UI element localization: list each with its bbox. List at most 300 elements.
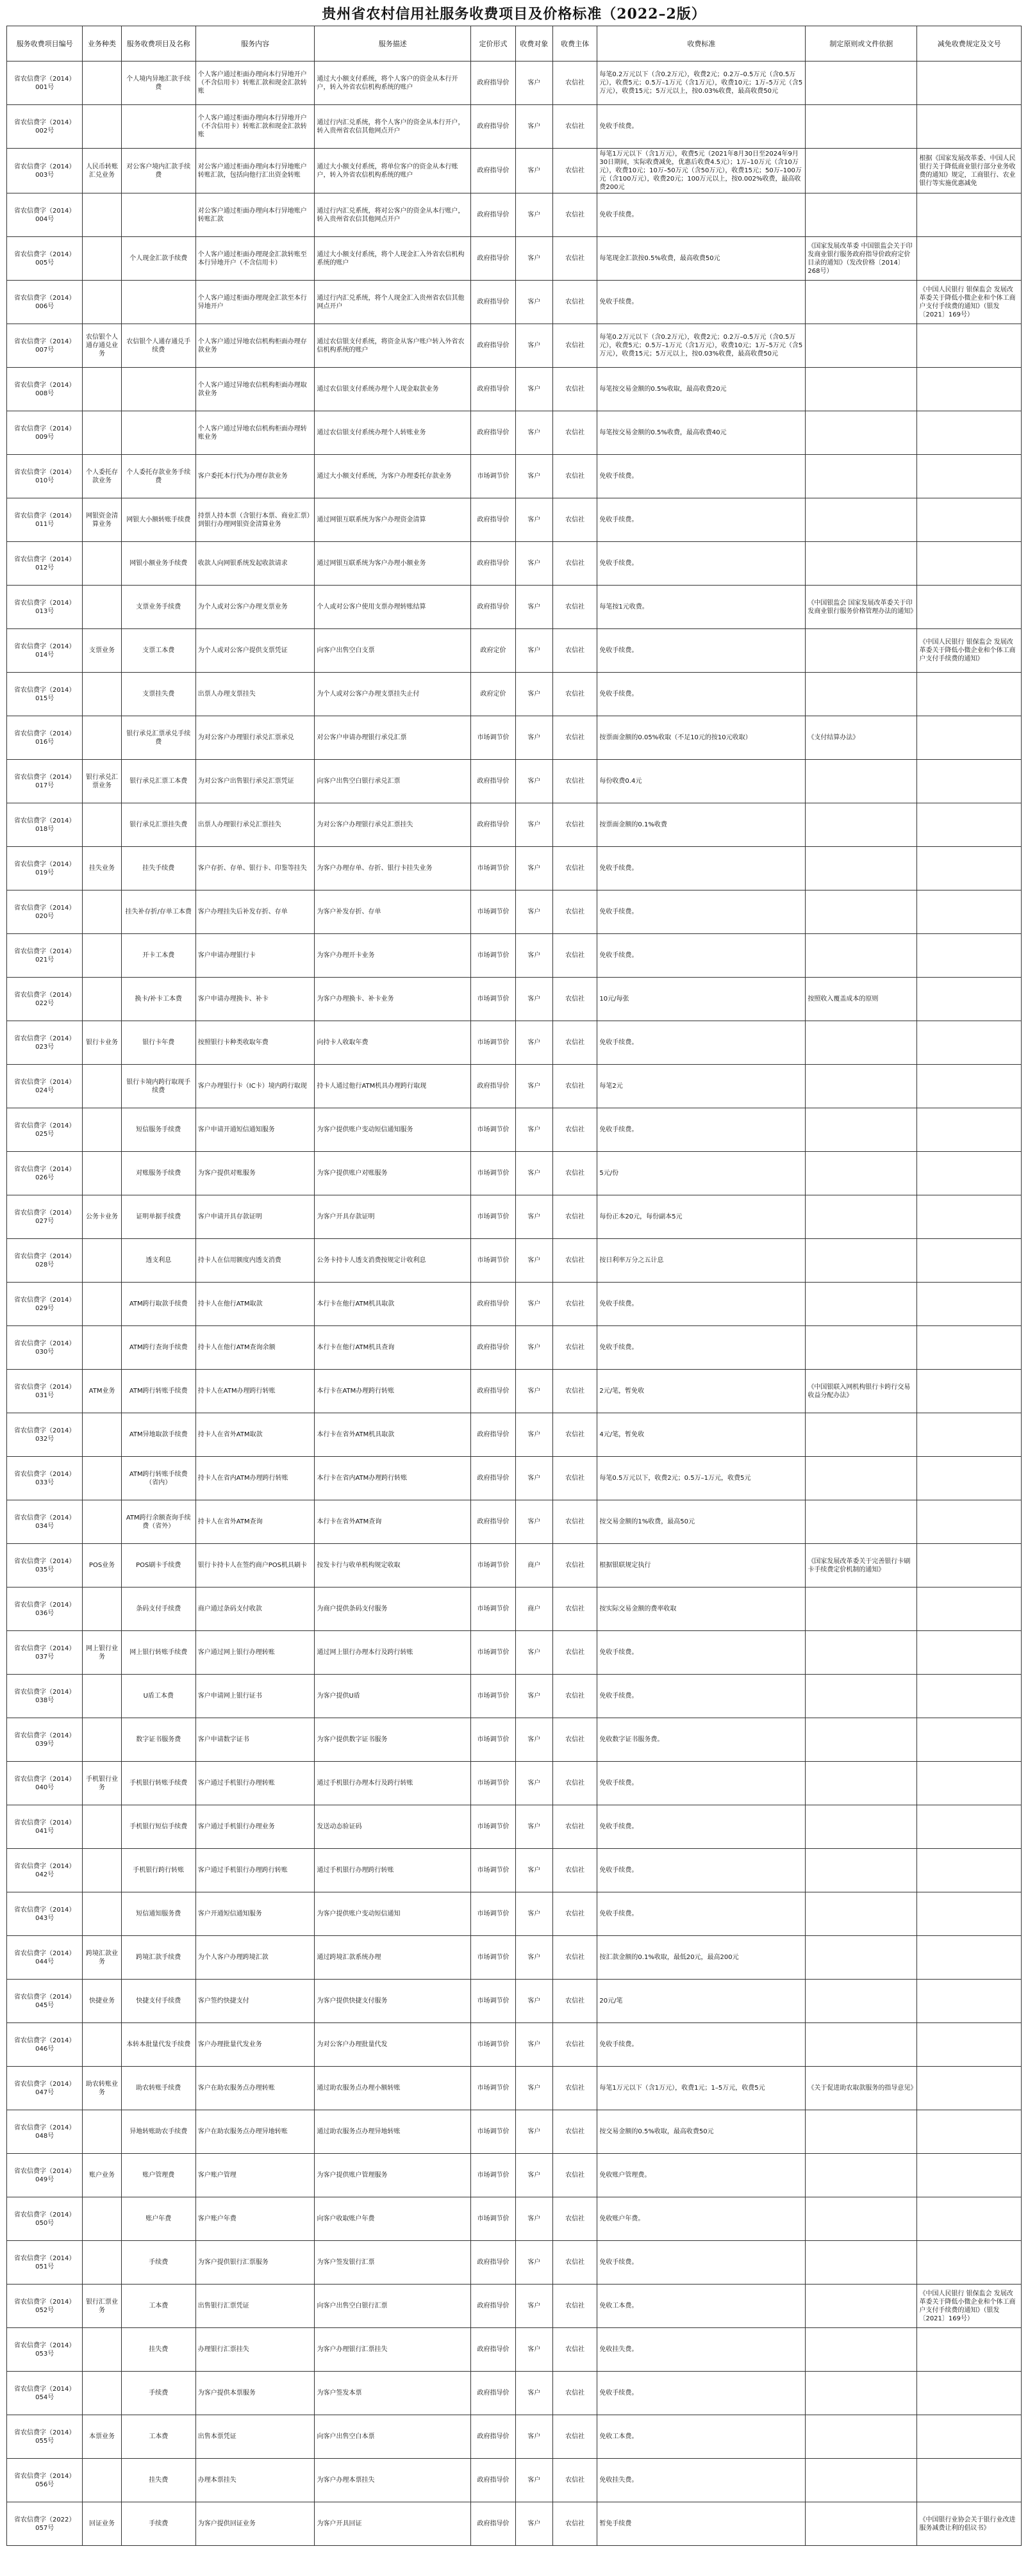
cell-pricing-form: 政府指导价 [471,193,516,237]
cell-pricing-form: 政府指导价 [471,411,516,455]
cell-fee-subject: 农信社 [552,2197,597,2241]
cell-exemption [917,1239,1022,1283]
cell-category: 快捷业务 [83,1980,121,2023]
cell-fee-subject: 农信社 [552,2154,597,2197]
cell-id: 省农信费字（2014）030号 [7,1326,83,1370]
cell-fee-subject: 农信社 [552,1326,597,1370]
cell-content: 持卡人在他行ATM取款 [195,1283,315,1326]
cell-category: 本票业务 [83,2415,121,2459]
cell-fee-standard: 按日利率万分之五计息 [597,1239,806,1283]
cell-name [121,281,195,324]
cell-content: 持卡人在省内ATM办理跨行转账 [195,1457,315,1500]
cell-fee-subject: 农信社 [552,2502,597,2546]
cell-content: 商户通过条码支付收款 [195,1587,315,1631]
cell-name: 网银大小额转账手续费 [121,498,195,542]
cell-pricing-form: 政府指导价 [471,1065,516,1108]
cell-fee-standard: 免收手续费。 [597,1805,806,1849]
cell-fee-object: 客户 [515,1805,552,1849]
header-exemption: 减免收费规定及文号 [917,26,1022,62]
cell-description: 公务卡持卡人透支消费按规定计收利息 [315,1239,471,1283]
cell-pricing-form: 政府指导价 [471,586,516,629]
table-row [7,1631,1022,1675]
table-row [7,2502,1022,2546]
cell-name: 挂失补存折/存单工本费 [121,890,195,934]
cell-content: 客户存折、存单、银行卡、印鉴等挂失 [195,847,315,890]
cell-name: 跨境汇款手续费 [121,1936,195,1980]
table-row [7,237,1022,281]
cell-id: 省农信费字（2014）025号 [7,1108,83,1152]
cell-fee-subject: 农信社 [552,1849,597,1892]
cell-pricing-form: 政府指导价 [471,2502,516,2546]
cell-fee-object: 客户 [515,281,552,324]
table-row [7,2023,1022,2067]
cell-basis [806,411,917,455]
cell-description: 本行卡在省内ATM办理跨行转账 [315,1457,471,1500]
cell-fee-object: 客户 [515,1500,552,1544]
table-row [7,890,1022,934]
cell-content: 客户开通短信通知服务 [195,1892,315,1936]
cell-content: 对公客户通过柜面办理向本行异地账户转账汇款 [195,193,315,237]
cell-content: 为客户提供对账服务 [195,1152,315,1195]
cell-fee-object: 客户 [515,542,552,586]
table-row [7,673,1022,716]
cell-basis [806,1936,917,1980]
table-row [7,1283,1022,1326]
cell-id: 省农信费字（2014）023号 [7,1021,83,1065]
cell-fee-standard: 20元/笔 [597,1980,806,2023]
cell-fee-object: 客户 [515,1326,552,1370]
table-row [7,847,1022,890]
cell-description: 为客户提供账户变动短信通知 [315,1892,471,1936]
cell-pricing-form: 政府指导价 [471,105,516,149]
cell-name: ATM跨行取款手续费 [121,1283,195,1326]
cell-pricing-form: 政府指导价 [471,324,516,368]
cell-description: 本行卡在省外ATM机具取款 [315,1413,471,1457]
cell-pricing-form: 政府指导价 [471,2241,516,2285]
cell-fee-subject: 农信社 [552,2023,597,2067]
cell-basis [806,1108,917,1152]
cell-exemption [917,1283,1022,1326]
cell-fee-object: 客户 [515,105,552,149]
cell-content: 出票人办理支票挂失 [195,673,315,716]
cell-id: 省农信费字（2014）013号 [7,586,83,629]
cell-basis: 按照收入覆盖成本的原则 [806,978,917,1021]
cell-fee-object: 客户 [515,890,552,934]
cell-description: 通过大小额支付系统，将个人现金汇入外省农信机构系统的账户 [315,237,471,281]
cell-exemption [917,1892,1022,1936]
cell-pricing-form: 政府指导价 [471,498,516,542]
cell-exemption [917,237,1022,281]
cell-fee-object: 客户 [515,716,552,760]
cell-fee-object: 客户 [515,237,552,281]
cell-fee-object: 客户 [515,2502,552,2546]
cell-name: 网上银行转账手续费 [121,1631,195,1675]
cell-content: 个人客户通过柜面办理现金汇款转账至本行异地开户（不含信用卡） [195,237,315,281]
table-row [7,934,1022,978]
cell-basis [806,1239,917,1283]
cell-fee-standard: 免收手续费。 [597,890,806,934]
cell-id: 省农信费字（2014）015号 [7,673,83,716]
cell-fee-subject: 农信社 [552,978,597,1021]
cell-content: 出售银行汇票凭证 [195,2285,315,2328]
cell-id: 省农信费字（2014）028号 [7,1239,83,1283]
cell-id: 省农信费字（2014）002号 [7,105,83,149]
table-row [7,1980,1022,2023]
cell-fee-standard: 免收手续费。 [597,1892,806,1936]
cell-basis [806,2372,917,2415]
cell-id: 省农信费字（2014）020号 [7,890,83,934]
header-fee-subject: 收费主体 [552,26,597,62]
cell-exemption: 《中国银行业协会关于银行业改进服务减费让利的倡议书》 [917,2502,1022,2546]
cell-fee-object: 客户 [515,760,552,803]
cell-id: 省农信费字（2014）053号 [7,2328,83,2372]
cell-pricing-form: 市场调节价 [471,1762,516,1805]
cell-name: 账户管理费 [121,2154,195,2197]
cell-content: 为客户提供银行汇票服务 [195,2241,315,2285]
cell-fee-standard: 免收手续费。 [597,1021,806,1065]
cell-name: 开卡工本费 [121,934,195,978]
cell-category [83,1587,121,1631]
cell-name: 对账服务手续费 [121,1152,195,1195]
table-row [7,193,1022,237]
cell-name: 个人现金汇款手续费 [121,237,195,281]
cell-basis [806,1326,917,1370]
cell-description: 为客户提供U盾 [315,1675,471,1718]
cell-description: 为个人或对公客户办理支票挂失止付 [315,673,471,716]
header-name: 服务收费项目及名称 [121,26,195,62]
cell-exemption: 《中国人民银行 银保监会 发展改革委关于降低小微企业和个体工商户支付手续费的通知》（银发〔2021〕169号） [917,281,1022,324]
cell-fee-subject: 农信社 [552,2328,597,2372]
cell-id: 省农信费字（2014）012号 [7,542,83,586]
cell-pricing-form: 市场调节价 [471,1675,516,1718]
cell-fee-object: 客户 [515,1152,552,1195]
cell-basis: 《国家发展改革委关于完善银行卡刷卡手续费定价机制的通知》 [806,1544,917,1587]
cell-fee-object: 客户 [515,934,552,978]
cell-content: 个人客户通过柜面办理现金汇款至本行异地开户 [195,281,315,324]
cell-category [83,1065,121,1108]
cell-name: 对公客户境内汇款手续费 [121,149,195,193]
cell-id: 省农信费字（2014）039号 [7,1718,83,1762]
cell-description: 为客户办理本票挂失 [315,2459,471,2502]
cell-category [83,1718,121,1762]
cell-category: 人民币转账汇兑业务 [83,149,121,193]
cell-exemption [917,498,1022,542]
cell-fee-subject: 农信社 [552,324,597,368]
cell-fee-subject: 农信社 [552,498,597,542]
cell-fee-subject: 农信社 [552,2285,597,2328]
cell-description: 本行卡在ATM办理跨行转账 [315,1370,471,1413]
cell-name: 工本费 [121,2285,195,2328]
cell-name: 手续费 [121,2502,195,2546]
cell-fee-object: 客户 [515,368,552,411]
cell-pricing-form: 政府指导价 [471,542,516,586]
cell-id: 省农信费字（2014）049号 [7,2154,83,2197]
cell-exemption [917,105,1022,149]
cell-fee-object: 客户 [515,2023,552,2067]
table-row [7,368,1022,411]
cell-pricing-form: 市场调节价 [471,2110,516,2154]
cell-pricing-form: 市场调节价 [471,1195,516,1239]
cell-category [83,978,121,1021]
cell-fee-standard: 免收手续费。 [597,542,806,586]
cell-category [83,890,121,934]
cell-id: 省农信费字（2014）018号 [7,803,83,847]
cell-fee-object: 客户 [515,1065,552,1108]
cell-fee-standard: 免收挂失费。 [597,2328,806,2372]
cell-basis [806,1065,917,1108]
cell-content: 客户申请网上银行证书 [195,1675,315,1718]
cell-basis [806,673,917,716]
cell-pricing-form: 政府指导价 [471,803,516,847]
cell-fee-object: 客户 [515,2372,552,2415]
cell-name: ATM跨行转账手续费 [121,1370,195,1413]
cell-pricing-form: 市场调节价 [471,1805,516,1849]
cell-fee-object: 客户 [515,1021,552,1065]
cell-basis [806,149,917,193]
cell-content: 客户申请开通短信通知服务 [195,1108,315,1152]
cell-fee-subject: 农信社 [552,281,597,324]
cell-basis [806,1195,917,1239]
cell-id: 省农信费字（2014）004号 [7,193,83,237]
cell-basis [806,2415,917,2459]
cell-fee-subject: 农信社 [552,1065,597,1108]
cell-name: 个人境内异地汇款手续费 [121,62,195,105]
cell-pricing-form: 政府指导价 [471,149,516,193]
cell-basis [806,368,917,411]
cell-name: 支票挂失费 [121,673,195,716]
cell-name: 银行承兑汇票挂失费 [121,803,195,847]
table-row [7,105,1022,149]
table-row [7,586,1022,629]
cell-basis: 《中国银监会 国家发展改革委关于印发商业银行服务价格管理办法的通知》 [806,586,917,629]
cell-category: ATM业务 [83,1370,121,1413]
cell-content: 客户账户年费 [195,2197,315,2241]
cell-pricing-form: 政府指导价 [471,1457,516,1500]
cell-description: 通过手机银行办理本行及跨行转账 [315,1762,471,1805]
cell-fee-subject: 农信社 [552,542,597,586]
cell-id: 省农信费字（2014）032号 [7,1413,83,1457]
cell-exemption [917,1500,1022,1544]
cell-fee-object: 客户 [515,1980,552,2023]
cell-basis [806,324,917,368]
cell-exemption [917,455,1022,498]
cell-name: ATM异地取款手续费 [121,1413,195,1457]
table-row [7,1152,1022,1195]
cell-name [121,368,195,411]
cell-category [83,934,121,978]
cell-exemption [917,890,1022,934]
table-row [7,411,1022,455]
table-row [7,1849,1022,1892]
cell-category [83,281,121,324]
cell-exemption [917,2372,1022,2415]
cell-pricing-form: 政府指导价 [471,760,516,803]
cell-pricing-form: 政府指导价 [471,62,516,105]
cell-id: 省农信费字（2014）019号 [7,847,83,890]
cell-fee-subject: 农信社 [552,368,597,411]
cell-basis [806,455,917,498]
cell-category [83,586,121,629]
table-row [7,1762,1022,1805]
cell-category [83,237,121,281]
cell-basis [806,2459,917,2502]
cell-name: 农信银个人通存通兑手续费 [121,324,195,368]
cell-id: 省农信费字（2014）024号 [7,1065,83,1108]
cell-fee-standard: 免收手续费。 [597,673,806,716]
cell-category [83,2459,121,2502]
cell-fee-subject: 农信社 [552,934,597,978]
cell-content: 客户委托本行代为办理存款业务 [195,455,315,498]
cell-category [83,673,121,716]
cell-fee-subject: 农信社 [552,890,597,934]
cell-name: 支票工本费 [121,629,195,673]
cell-name: 证明单据手续费 [121,1195,195,1239]
cell-content: 客户在助农服务点办理异地转账 [195,2110,315,2154]
cell-exemption: 根据《国家发展改革委、中国人民银行关于降低商业银行部分业务收费的通知》规定，工商银行、农业银行等实施优惠减免 [917,149,1022,193]
cell-fee-object: 客户 [515,1849,552,1892]
cell-description: 为客户补发存折、存单 [315,890,471,934]
cell-exemption [917,1326,1022,1370]
cell-fee-standard: 免收手续费。 [597,455,806,498]
cell-category [83,2197,121,2241]
cell-basis [806,1675,917,1718]
cell-id: 省农信费字（2014）045号 [7,1980,83,2023]
table-row [7,1413,1022,1457]
cell-category: POS业务 [83,1544,121,1587]
cell-fee-object: 商户 [515,1544,552,1587]
cell-exemption: 《中国人民银行 银保监会 发展改革委关于降低小微企业和个体工商户支付手续费的通知》（银发〔2021〕169号） [917,2285,1022,2328]
cell-pricing-form: 市场调节价 [471,1718,516,1762]
cell-description: 通过助农服务点办理小额转账 [315,2067,471,2110]
cell-name: 挂失费 [121,2328,195,2372]
cell-basis [806,2110,917,2154]
cell-basis [806,542,917,586]
cell-id: 省农信费字（2014）037号 [7,1631,83,1675]
cell-id: 省农信费字（2014）010号 [7,455,83,498]
cell-id: 省农信费字（2014）031号 [7,1370,83,1413]
cell-pricing-form: 市场调节价 [471,1021,516,1065]
table-row [7,2372,1022,2415]
cell-name: POS刷卡手续费 [121,1544,195,1587]
cell-pricing-form: 政府指导价 [471,2328,516,2372]
cell-fee-object: 客户 [515,1892,552,1936]
cell-content: 客户办理银行卡（IC卡）境内跨行取现 [195,1065,315,1108]
cell-category: 助农转账业务 [83,2067,121,2110]
cell-description: 通过行内汇兑系统，将个人现金汇入贵州省农信其他网点开户 [315,281,471,324]
cell-fee-standard: 每笔0.2万元以下（含0.2万元），收费2元；0.2万–0.5万元（含0.5万元），收费5元；0.5万–1万元（含1万元），收费10元；1万–5万元（含5万元），收费15元；5万元以上，按0.03%收费，最高收费50元 [597,62,806,105]
cell-id: 省农信费字（2014）043号 [7,1892,83,1936]
cell-fee-subject: 农信社 [552,411,597,455]
cell-fee-standard: 5元/份 [597,1152,806,1195]
cell-exemption [917,2328,1022,2372]
cell-description: 向客户出售空白支票 [315,629,471,673]
cell-description: 向持卡人收取年费 [315,1021,471,1065]
cell-description: 向客户收取账户年费 [315,2197,471,2241]
cell-exemption [917,1195,1022,1239]
cell-fee-standard: 免收手续费。 [597,629,806,673]
cell-fee-subject: 农信社 [552,1587,597,1631]
cell-pricing-form: 市场调节价 [471,2067,516,2110]
cell-content: 客户签约快捷支付 [195,1980,315,2023]
cell-category [83,803,121,847]
cell-fee-subject: 农信社 [552,105,597,149]
cell-id: 省农信费字（2014）042号 [7,1849,83,1892]
cell-pricing-form: 政府指导价 [471,2415,516,2459]
cell-category: 农信银个人通存通兑业务 [83,324,121,368]
cell-pricing-form: 市场调节价 [471,716,516,760]
cell-id: 省农信费字（2014）046号 [7,2023,83,2067]
cell-fee-standard: 按交易金额的0.5%收取，最高收费50元 [597,2110,806,2154]
cell-fee-standard: 暂免手续费 [597,2502,806,2546]
cell-category: 账户业务 [83,2154,121,2197]
table-row [7,1544,1022,1587]
cell-description: 按发卡行与收单机构规定收取 [315,1544,471,1587]
cell-exemption [917,673,1022,716]
table-row [7,2154,1022,2197]
cell-fee-standard: 每笔按1元收费。 [597,586,806,629]
cell-fee-subject: 农信社 [552,1980,597,2023]
cell-fee-object: 客户 [515,803,552,847]
cell-description: 为客户提供账户变动短信通知服务 [315,1108,471,1152]
cell-fee-object: 客户 [515,324,552,368]
cell-pricing-form: 政府指导价 [471,368,516,411]
cell-id: 省农信费字（2014）035号 [7,1544,83,1587]
cell-pricing-form: 市场调节价 [471,890,516,934]
cell-pricing-form: 政府指导价 [471,1283,516,1326]
cell-fee-standard: 免收手续费。 [597,2241,806,2285]
cell-fee-subject: 农信社 [552,760,597,803]
cell-pricing-form: 市场调节价 [471,1239,516,1283]
cell-name: 手机银行跨行转账 [121,1849,195,1892]
cell-basis [806,62,917,105]
cell-exemption [917,934,1022,978]
cell-exemption [917,1457,1022,1500]
cell-id: 省农信费字（2014）008号 [7,368,83,411]
cell-fee-subject: 农信社 [552,2372,597,2415]
table-row [7,149,1022,193]
header-category: 业务种类 [83,26,121,62]
cell-fee-subject: 农信社 [552,1283,597,1326]
cell-exemption [917,1805,1022,1849]
cell-name: 短信服务手续费 [121,1108,195,1152]
table-row [7,455,1022,498]
cell-fee-object: 客户 [515,1283,552,1326]
cell-fee-subject: 农信社 [552,1500,597,1544]
cell-fee-object: 客户 [515,1718,552,1762]
cell-content: 按照银行卡种类收取年费 [195,1021,315,1065]
header-description: 服务描述 [315,26,471,62]
table-row [7,1065,1022,1108]
cell-description: 通过行内汇兑系统，将对公客户的资金从本行账户，转入贵州省农信其他网点开户 [315,193,471,237]
cell-fee-standard: 每笔0.2万元以下（含0.2万元），收费2元；0.2万–0.5万元（含0.5万元），收费5元；0.5万–1万元（含1万元），收费10元；1万–5万元（含5万元），收费15元；5万元以上，按0.03%收费，最高收费50元 [597,324,806,368]
cell-fee-object: 客户 [515,2328,552,2372]
cell-id: 省农信费字（2014）036号 [7,1587,83,1631]
cell-fee-subject: 农信社 [552,1544,597,1587]
cell-category [83,716,121,760]
table-row [7,716,1022,760]
cell-fee-standard: 2元/笔，暂免收 [597,1370,806,1413]
cell-fee-subject: 农信社 [552,586,597,629]
cell-category: 手机银行业务 [83,1762,121,1805]
cell-fee-standard: 免收手续费。 [597,1762,806,1805]
cell-fee-standard: 免收手续费。 [597,193,806,237]
table-row [7,1805,1022,1849]
cell-exemption [917,1675,1022,1718]
cell-fee-subject: 农信社 [552,1675,597,1718]
cell-id: 省农信费字（2014）005号 [7,237,83,281]
cell-basis [806,1283,917,1326]
cell-basis [806,1021,917,1065]
